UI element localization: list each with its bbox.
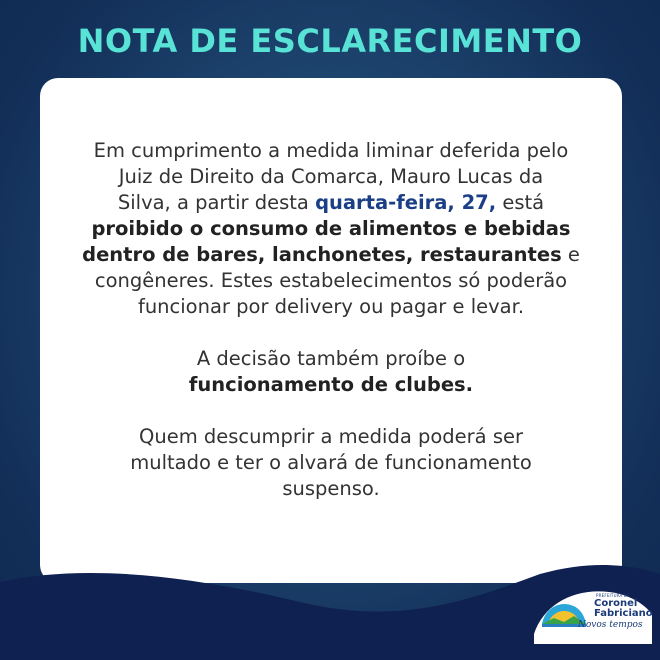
text-line: A decisão também proíbe o [196, 347, 466, 370]
text-line: funcionar por delivery ou pagar e levar. [137, 295, 525, 318]
paragraph-clubs [40, 346, 622, 398]
text-line [40, 190, 622, 216]
text-segment: está [496, 191, 545, 214]
logo-name-line1: Coronel [594, 598, 638, 609]
notice-text [40, 138, 622, 528]
text-line: congêneres. Estes estabelecimentos só poderão [94, 269, 568, 292]
text-line: Em cumprimento a medida liminar deferida pelo [93, 139, 569, 162]
bold-line: proibido o consumo de alimentos e bebidas [91, 217, 571, 240]
text-line: suspenso. [282, 477, 380, 500]
bold-segment: dentro de bares, lanchonetes, restaurantes [82, 243, 562, 266]
highlight-date: quarta-feira, 27, [315, 191, 497, 214]
logo-prefix: PREFEITURA DE [596, 593, 630, 598]
text-line: Quem descumprir a medida poderá ser [138, 425, 524, 448]
text-line: multado e ter o alvará de funcionamento [130, 451, 532, 474]
bold-line: funcionamento de clubes. [188, 373, 474, 396]
paragraph-ruling [40, 138, 622, 320]
text-line: Juiz de Direito da Comarca, Mauro Lucas da [118, 165, 544, 188]
text-segment: e [561, 243, 580, 266]
paragraph-penalty [40, 424, 622, 502]
text-line [40, 242, 622, 268]
logo-slogan: Novos tempos [578, 620, 643, 630]
page-title: NOTA DE ESCLARECIMENTO [77, 22, 583, 60]
text-segment: Silva, a partir desta [117, 191, 316, 214]
logo-name-line2: Fabriciano [594, 608, 653, 619]
